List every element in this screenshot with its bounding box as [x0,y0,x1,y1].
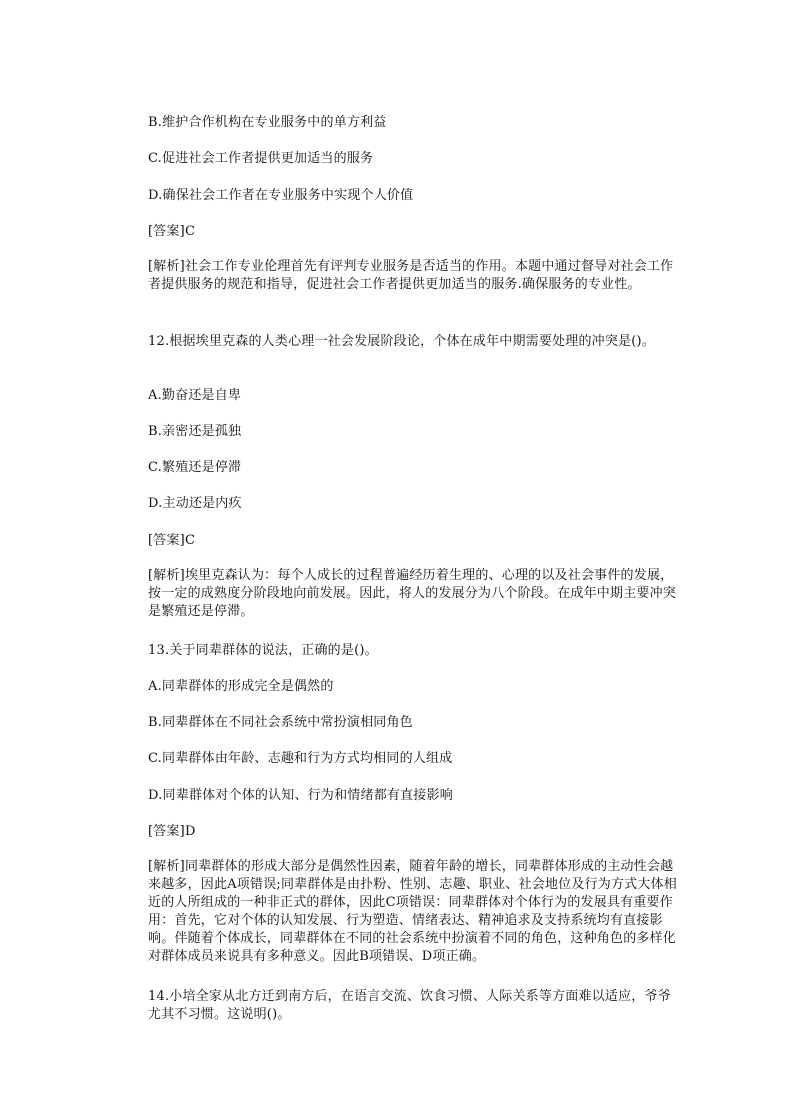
q13-answer: [答案]D [148,824,196,839]
q12-option-c: C.繁殖还是停滞 [148,460,242,475]
q11-analysis [120,258,680,294]
q12-answer: [答案]C [148,533,196,548]
q12-option-b: B.亲密还是孤独 [148,424,242,439]
q11-option-d: D.确保社会工作者在专业服务中实现个人价值 [148,188,414,203]
q13-analysis [120,858,680,966]
q12-option-a: A.勤奋还是自卑 [148,388,242,403]
q14-question [120,988,680,1024]
q11-option-c: C.促进社会工作者提供更加适当的服务 [148,151,374,166]
q13-question: 13.关于同辈群体的说法，正确的是()。 [148,643,378,658]
q12-analysis-text: [解析]埃里克森认为：每个人成长的过程普遍经历着生理的、心理的以及社会事件的发展，按一定的成熟度分阶段地向前发展。因此，将人的发展分为八个阶段。在成年中期主要冲突是繁殖还是停滞。 [148,568,677,619]
q14-question-text: 14.小培全家从北方迁到南方后，在语言交流、饮食习惯、人际关系等方面难以适应，爷爷尤其不习惯。这说明()。 [148,989,671,1022]
q13-option-c: C.同辈群体由年龄、志趣和行为方式均相同的人组成 [148,751,453,766]
q12-question: 12.根据埃里克森的人类心理一社会发展阶段论，个体在成年中期需要处理的冲突是()。 [148,334,656,349]
q11-analysis-text: [解析]社会工作专业伦理首先有评判专业服务是否适当的作用。本题中通过督导对社会工作者提供服务的规范和指导，促进社会工作者提供更加适当的服务.确保服务的专业性。 [148,259,674,292]
q13-option-d: D.同辈群体对个体的认知、行为和情绪都有直接影响 [148,788,453,803]
q13-analysis-text: [解析]同辈群体的形成大部分是偶然性因素，随着年龄的增长，同辈群体形成的主动性会越来越多，因此A项错误;同辈群体是由扑粉、性别、志趣、职业、社会地位及行为方式大体相近的人所组成的一种非正式的群体，因此C项错误：同辈群体对个体行为的发展具有重要作用：首先，它对个体的认知发展、行为塑造、情绪表达、精神追求及支持系统均有直接影响。伴随着个体成长，同辈群体在不同的社会系统中扮演着不同的角色，这种角色的多样化对群体成员来说具有多种意义。因此B项错误、D项正确。 [148,859,677,964]
q12-option-d: D.主动还是内疚 [148,496,242,511]
q13-option-b: B.同辈群体在不同社会系统中常扮演相同角色 [148,715,413,730]
q11-option-b: B.维护合作机构在专业服务中的单方利益 [148,115,387,130]
q11-answer: [答案]C [148,224,196,239]
q13-option-a: A.同辈群体的形成完全是偶然的 [148,679,334,694]
q12-analysis [120,567,680,621]
